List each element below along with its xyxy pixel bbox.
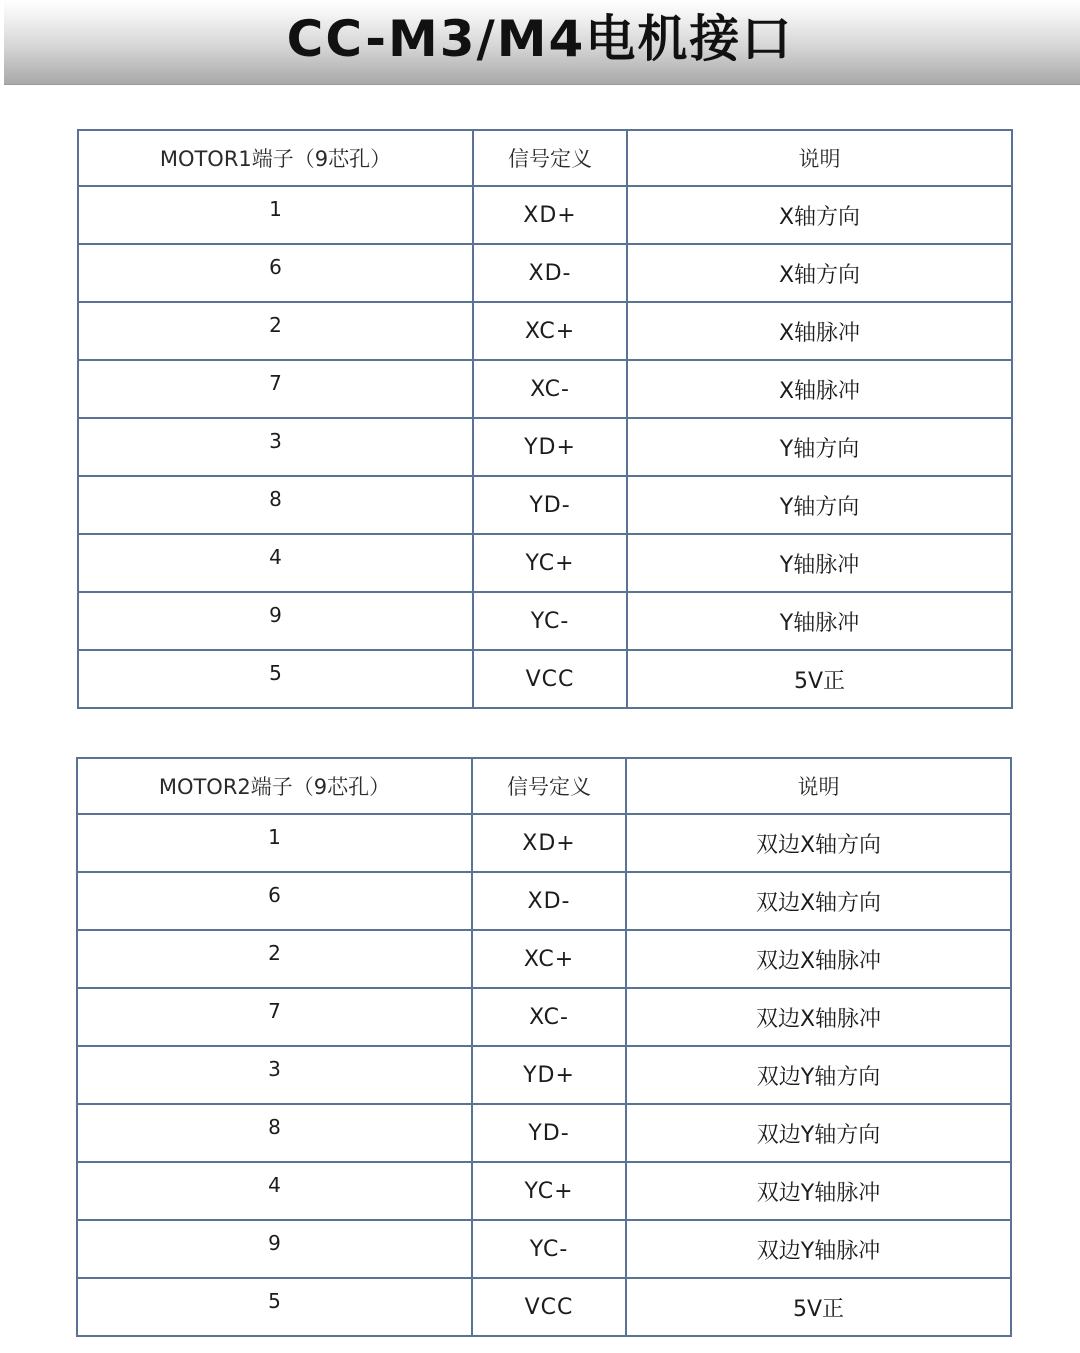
signal-description: 双边Y轴方向	[626, 1046, 1011, 1104]
pin-number: 3	[78, 418, 473, 476]
signal-name: XD-	[472, 872, 626, 930]
table-row	[77, 814, 1011, 872]
table-header-row	[77, 758, 1011, 814]
header-description: 说明	[626, 758, 1011, 814]
signal-name: VCC	[472, 1278, 626, 1336]
pin-number: 2	[77, 930, 472, 988]
pin-number: 4	[77, 1162, 472, 1220]
pin-number: 9	[77, 1220, 472, 1278]
pin-number: 9	[78, 592, 473, 650]
signal-description: 双边Y轴脉冲	[626, 1162, 1011, 1220]
signal-description: 双边X轴脉冲	[626, 930, 1011, 988]
table-row	[78, 360, 1012, 418]
table-row	[78, 186, 1012, 244]
header-terminal: MOTOR1端子（9芯孔）	[78, 130, 473, 186]
pin-number: 5	[78, 650, 473, 708]
signal-description: X轴脉冲	[627, 302, 1012, 360]
table-row	[78, 650, 1012, 708]
header-signal: 信号定义	[472, 758, 626, 814]
signal-name: XC-	[473, 360, 627, 418]
table-row	[78, 302, 1012, 360]
signal-description: Y轴方向	[627, 476, 1012, 534]
signal-name: XC+	[473, 302, 627, 360]
signal-description: X轴脉冲	[627, 360, 1012, 418]
table-row	[78, 244, 1012, 302]
signal-description: X轴方向	[627, 244, 1012, 302]
header-terminal: MOTOR2端子（9芯孔）	[77, 758, 472, 814]
table-row	[77, 1278, 1011, 1336]
pin-number: 6	[77, 872, 472, 930]
table-row	[78, 476, 1012, 534]
signal-description: 双边Y轴脉冲	[626, 1220, 1011, 1278]
signal-name: XD+	[472, 814, 626, 872]
table-row	[77, 1046, 1011, 1104]
signal-description: 双边X轴脉冲	[626, 988, 1011, 1046]
pin-number: 8	[77, 1104, 472, 1162]
table-row	[78, 418, 1012, 476]
pin-number: 5	[77, 1278, 472, 1336]
signal-name: XD+	[473, 186, 627, 244]
table-row	[77, 872, 1011, 930]
motor1-pin-table	[77, 129, 1013, 709]
table-row	[77, 988, 1011, 1046]
table-row	[78, 592, 1012, 650]
signal-name: YD+	[472, 1046, 626, 1104]
table-row	[78, 534, 1012, 592]
signal-description: 5V正	[627, 650, 1012, 708]
page-title: CC-M3/M4电机接口	[286, 10, 794, 68]
table-row	[77, 1220, 1011, 1278]
signal-name: YD-	[473, 476, 627, 534]
header-signal: 信号定义	[473, 130, 627, 186]
signal-name: YD-	[472, 1104, 626, 1162]
signal-name: YC+	[473, 534, 627, 592]
signal-description: Y轴方向	[627, 418, 1012, 476]
pin-number: 2	[78, 302, 473, 360]
signal-name: YD+	[473, 418, 627, 476]
signal-name: XD-	[473, 244, 627, 302]
signal-description: Y轴脉冲	[627, 592, 1012, 650]
pin-number: 4	[78, 534, 473, 592]
signal-name: YC-	[473, 592, 627, 650]
signal-description: X轴方向	[627, 186, 1012, 244]
table-header-row	[78, 130, 1012, 186]
signal-description: Y轴脉冲	[627, 534, 1012, 592]
pin-number: 7	[78, 360, 473, 418]
signal-description: 双边X轴方向	[626, 872, 1011, 930]
signal-name: XC-	[472, 988, 626, 1046]
signal-name: XC+	[472, 930, 626, 988]
signal-name: VCC	[473, 650, 627, 708]
signal-name: YC+	[472, 1162, 626, 1220]
motor2-pin-table	[76, 757, 1012, 1337]
header-description: 说明	[627, 130, 1012, 186]
table-row	[77, 1162, 1011, 1220]
pin-number: 1	[77, 814, 472, 872]
table-row	[77, 930, 1011, 988]
pin-number: 6	[78, 244, 473, 302]
pin-number: 1	[78, 186, 473, 244]
table-row	[77, 1104, 1011, 1162]
signal-description: 5V正	[626, 1278, 1011, 1336]
pin-number: 8	[78, 476, 473, 534]
signal-description: 双边Y轴方向	[626, 1104, 1011, 1162]
pin-number: 7	[77, 988, 472, 1046]
signal-description: 双边X轴方向	[626, 814, 1011, 872]
signal-name: YC-	[472, 1220, 626, 1278]
pin-number: 3	[77, 1046, 472, 1104]
